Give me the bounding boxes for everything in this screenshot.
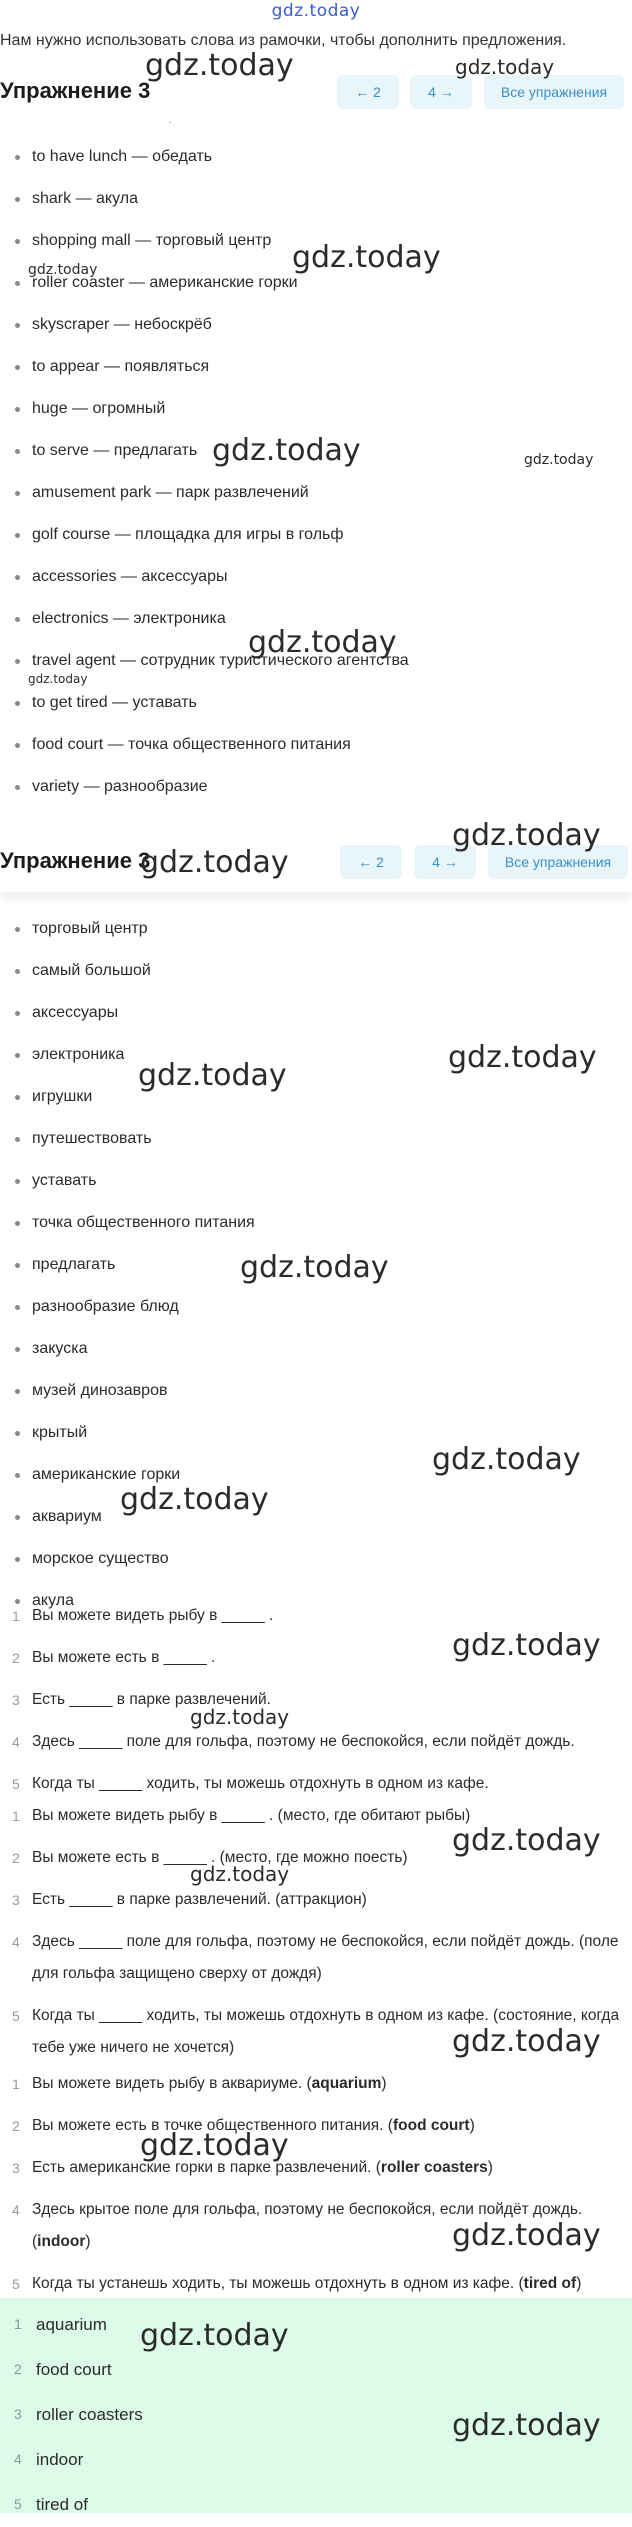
sentence-number: 3 <box>12 1692 20 1708</box>
solved-item <box>0 2194 632 2258</box>
translations-section <box>0 908 632 1609</box>
answer-text: roller coasters <box>36 2405 143 2424</box>
list-item-text: точка общественного питания <box>32 1214 255 1231</box>
exercise-header-sticky <box>0 832 632 892</box>
list-item <box>0 766 632 808</box>
watermark: gdz.today <box>120 1482 269 1517</box>
sentence-text: Когда ты _____ ходить, ты можешь отдохнуть в одном из кафе. <box>32 1775 489 1792</box>
list-item <box>0 1454 632 1496</box>
watermark: gdz.today <box>140 2318 289 2353</box>
answer-text: tired of <box>36 2495 88 2514</box>
solved-text-start: Здесь крытое поле для гольфа, поэтому не беспокойся, если пойдёт дождь. ( <box>32 2201 583 2250</box>
list-item-text: shopping mall — торговый центр <box>32 232 272 249</box>
list-item-text: food court — точка общественного питания <box>32 736 351 753</box>
list-item <box>0 1076 632 1118</box>
sentence-number: 1 <box>12 1608 20 1624</box>
list-item-text: to serve — предлагать <box>32 442 198 459</box>
instruction-text: Нам нужно использовать слова из рамочки, чтобы дополнить предложения. <box>0 32 567 49</box>
answers-box <box>0 2298 632 2513</box>
bullet-icon <box>15 743 20 748</box>
watermark: gdz.today <box>248 625 397 660</box>
sentence-text: Есть _____ в парке развлечений. (аттракцион) <box>32 1891 367 1908</box>
sentence-item <box>0 1926 632 1990</box>
watermark: gdz.today <box>240 1250 389 1285</box>
list-item <box>0 262 632 304</box>
list-item <box>0 136 632 178</box>
watermark: gdz.today <box>190 1862 290 1886</box>
vocabulary-section <box>0 118 632 818</box>
list-item-text: разнообразие блюд <box>32 1298 179 1315</box>
watermark: gdz.today <box>28 262 98 278</box>
solved-answer: indoor <box>37 2233 86 2250</box>
solved-text-start: Вы можете видеть рыбу в аквариуме. ( <box>32 2075 312 2092</box>
list-item <box>0 430 632 472</box>
solved-answer: food court <box>392 2117 470 2134</box>
watermark: gdz.today <box>432 1442 581 1477</box>
answer-text: aquarium <box>36 2315 107 2334</box>
list-item <box>0 1244 632 1286</box>
bullet-icon <box>15 323 20 328</box>
sentence-number: 5 <box>12 1776 20 1792</box>
list-item-text: акула <box>32 1592 74 1609</box>
bullet-icon <box>15 1011 20 1016</box>
bullet-icon <box>15 239 20 244</box>
sentence-item <box>0 1800 632 1832</box>
list-item-text: электроника <box>32 1046 125 1063</box>
list-item <box>0 1328 632 1370</box>
solved-item <box>0 2268 632 2300</box>
sentence-item <box>0 1884 632 1916</box>
list-item <box>0 472 632 514</box>
bullet-icon <box>15 1305 20 1310</box>
exercise-header <box>0 62 632 122</box>
sentence-text: Вы можете видеть рыбу в _____ . <box>32 1607 274 1624</box>
bullet-icon <box>15 1473 20 1478</box>
bullet-icon <box>15 533 20 538</box>
list-item <box>0 1118 632 1160</box>
watermark: gdz.today <box>452 2024 601 2059</box>
sentence-item <box>0 1726 632 1758</box>
all-exercises-button-sticky[interactable]: Все упражнения <box>488 845 628 879</box>
list-item <box>0 1034 632 1076</box>
next-exercise-button[interactable]: 4 → <box>410 75 472 109</box>
watermark: gdz.today <box>452 818 601 853</box>
watermark: gdz.today <box>140 2128 289 2163</box>
solved-text <box>32 2159 493 2176</box>
watermark: gdz.today <box>452 2408 601 2443</box>
solved-text-end: ) <box>85 2233 91 2250</box>
bullet-icon <box>15 281 20 286</box>
bullet-icon <box>15 785 20 790</box>
sentence-text: Когда ты _____ ходить, ты можешь отдохнуть в одном из кафе. (состояние, когда тебе уже ничего не хочется) <box>32 2007 620 2056</box>
solved-text-end: ) <box>469 2117 475 2134</box>
list-item <box>0 1202 632 1244</box>
solved-item <box>0 2110 632 2142</box>
solved-list <box>0 2068 632 2310</box>
list-item <box>0 346 632 388</box>
bullet-icon <box>15 1557 20 1562</box>
watermark: gdz.today <box>292 240 441 275</box>
list-item <box>0 992 632 1034</box>
list-item-text: roller coaster — американские горки <box>32 274 298 291</box>
list-item-text: to get tired — уставать <box>32 694 197 711</box>
sentence-number: 2 <box>12 1850 20 1866</box>
sentence-item <box>0 1600 632 1632</box>
solved-item <box>0 2152 632 2184</box>
watermark: gdz.today <box>452 2218 601 2253</box>
solved-text-end: ) <box>381 2075 387 2092</box>
solved-answer: aquarium <box>311 2075 382 2092</box>
list-item <box>0 220 632 262</box>
watermark: gdz.today <box>28 672 88 686</box>
list-item-text: путешествовать <box>32 1130 152 1147</box>
list-item-text: уставать <box>32 1172 97 1189</box>
solved-text <box>32 2117 475 2134</box>
watermark: gdz.today <box>455 55 555 79</box>
sentence-item <box>0 2000 632 2064</box>
list-item <box>0 598 632 640</box>
answer-number: 1 <box>14 2316 22 2332</box>
sentence-text: Вы можете есть в _____ . (место, где можно поесть) <box>32 1849 408 1866</box>
bullet-icon <box>15 197 20 202</box>
bullet-icon <box>15 701 20 706</box>
watermark: gdz.today <box>452 1823 601 1858</box>
list-item-text: музей динозавров <box>32 1382 168 1399</box>
bullet-icon <box>15 927 20 932</box>
watermark: gdz.today <box>212 433 361 468</box>
bullet-icon <box>15 1053 20 1058</box>
sentence-number: 4 <box>12 1734 20 1750</box>
solved-text-end: ) <box>576 2275 582 2292</box>
list-item <box>0 388 632 430</box>
sentence-text: Здесь _____ поле для гольфа, поэтому не беспокойся, если пойдёт дождь. (поле для гольфа защищено сверху от дождя) <box>32 1933 619 1982</box>
solved-text-end: ) <box>487 2159 493 2176</box>
bullet-icon <box>15 659 20 664</box>
site-logo[interactable]: gdz.today <box>271 1 361 21</box>
list-item-text: golf course — площадка для игры в гольф <box>32 526 344 543</box>
list-item <box>0 1538 632 1580</box>
watermark: gdz.today <box>452 1628 601 1663</box>
list-item-text: huge — огромный <box>32 400 166 417</box>
list-item-text: аквариум <box>32 1508 102 1525</box>
prev-exercise-button[interactable]: ← 2 <box>337 75 399 109</box>
list-item <box>0 950 632 992</box>
list-item-text: торговый центр <box>32 920 148 937</box>
watermark: gdz.today <box>138 1058 287 1093</box>
watermark: gdz.today <box>145 48 294 83</box>
bullet-icon <box>15 155 20 160</box>
bullet-icon <box>15 491 20 496</box>
sentences-list <box>0 1600 632 1810</box>
list-item <box>0 1370 632 1412</box>
list-item-text: аксессуары <box>32 1004 119 1021</box>
sentence-text: Здесь _____ поле для гольфа, поэтому не беспокойся, если пойдёт дождь. <box>32 1733 575 1750</box>
answer-number: 5 <box>14 2496 22 2512</box>
watermark: gdz.today <box>190 1705 290 1729</box>
bullet-icon <box>15 1221 20 1226</box>
sentence-number: 2 <box>12 1650 20 1666</box>
list-item <box>0 640 632 682</box>
list-item-text: amusement park — парк развлечений <box>32 484 309 501</box>
list-item <box>0 908 632 950</box>
bullet-icon <box>15 575 20 580</box>
list-item <box>0 514 632 556</box>
solved-text <box>32 2275 581 2292</box>
list-item-text: самый большой <box>32 962 151 979</box>
bullet-icon <box>15 1347 20 1352</box>
list-item <box>0 556 632 598</box>
list-item-text: accessories — аксессуары <box>32 568 228 585</box>
next-exercise-button-sticky[interactable]: 4 → <box>414 845 476 879</box>
list-item-text: морское существо <box>32 1550 169 1567</box>
list-item <box>0 682 632 724</box>
exercise-title: Упражнение 3 <box>0 78 151 103</box>
sentence-number: 3 <box>12 1892 20 1908</box>
sentence-text: Вы можете видеть рыбу в _____ . (место, где обитают рыбы) <box>32 1807 471 1824</box>
translations-list <box>0 908 632 1622</box>
sentence-item <box>0 1842 632 1874</box>
solved-text <box>32 2075 387 2092</box>
bullet-icon <box>15 365 20 370</box>
all-exercises-button[interactable]: Все упражнения <box>484 75 624 109</box>
answer-text: food court <box>36 2360 112 2379</box>
answer-number: 2 <box>14 2361 22 2377</box>
bullet-icon <box>15 617 20 622</box>
bullet-icon <box>15 1137 20 1142</box>
list-item-text: to have lunch — обедать <box>32 148 213 165</box>
answer-text: indoor <box>36 2450 84 2469</box>
list-item <box>0 1160 632 1202</box>
solved-answer: roller coasters <box>380 2159 488 2176</box>
exercise-title-sticky: Упражнение 3 <box>0 848 151 873</box>
list-item-text: variety — разнообразие <box>32 778 208 795</box>
list-item <box>0 304 632 346</box>
sentence-number: 1 <box>12 2076 20 2092</box>
list-item <box>0 178 632 220</box>
sentence-number: 5 <box>12 2008 20 2024</box>
list-item-text: крытый <box>32 1424 88 1441</box>
sentence-item <box>0 1642 632 1674</box>
sentence-number: 4 <box>12 2202 20 2218</box>
solved-text-start: Вы можете есть в точке общественного питания. ( <box>32 2117 393 2134</box>
answer-number: 3 <box>14 2406 22 2422</box>
vocabulary-list <box>0 94 632 808</box>
sentence-number: 5 <box>12 2276 20 2292</box>
bullet-icon <box>15 969 20 974</box>
list-item-text: игрушки <box>32 1088 93 1105</box>
sentence-number: 4 <box>12 1934 20 1950</box>
list-item-text: electronics — электроника <box>32 610 226 627</box>
list-item-text: предлагать <box>32 1256 116 1273</box>
sentence-number: 3 <box>12 2160 20 2176</box>
list-item <box>0 1286 632 1328</box>
bullet-icon <box>15 1515 20 1520</box>
bullet-icon <box>15 1263 20 1268</box>
list-item-text: to appear — появляться <box>32 358 210 375</box>
watermark: gdz.today <box>524 452 594 468</box>
bullet-icon <box>15 449 20 454</box>
list-item <box>0 1412 632 1454</box>
watermark: gdz.today <box>448 1040 597 1075</box>
solved-text-start: Есть американские горки в парке развлечений. ( <box>32 2159 381 2176</box>
bullet-icon <box>15 1095 20 1100</box>
bullet-icon <box>15 1179 20 1184</box>
sentence-text: Вы можете есть в _____ . <box>32 1649 216 1666</box>
list-item-text: travel agent — сотрудник туристического агентства <box>32 652 409 669</box>
sentence-item <box>0 1768 632 1800</box>
hints-list <box>0 1800 632 2074</box>
solved-answer: tired of <box>523 2275 577 2292</box>
solved-item <box>0 2068 632 2100</box>
bullet-icon <box>15 1389 20 1394</box>
bullet-icon <box>15 1431 20 1436</box>
watermark: gdz.today <box>140 845 289 880</box>
list-item-text: закуска <box>32 1340 88 1357</box>
answer-number: 4 <box>14 2451 22 2467</box>
solved-text-start: Когда ты устанешь ходить, ты можешь отдохнуть в одном из кафе. ( <box>32 2275 524 2292</box>
sentence-number: 1 <box>12 1808 20 1824</box>
list-item-text: shark — акула <box>32 190 138 207</box>
sentence-text: Есть _____ в парке развлечений. <box>32 1691 271 1708</box>
sentence-number: 2 <box>12 2118 20 2134</box>
sentence-item <box>0 1684 632 1716</box>
list-item <box>0 1496 632 1538</box>
bullet-icon <box>15 407 20 412</box>
list-item-text: skyscraper — небоскрёб <box>32 316 212 333</box>
list-item-text: американские горки <box>32 1466 181 1483</box>
list-item <box>0 724 632 766</box>
prev-exercise-button-sticky[interactable]: ← 2 <box>340 845 402 879</box>
solved-text <box>32 2194 622 2258</box>
